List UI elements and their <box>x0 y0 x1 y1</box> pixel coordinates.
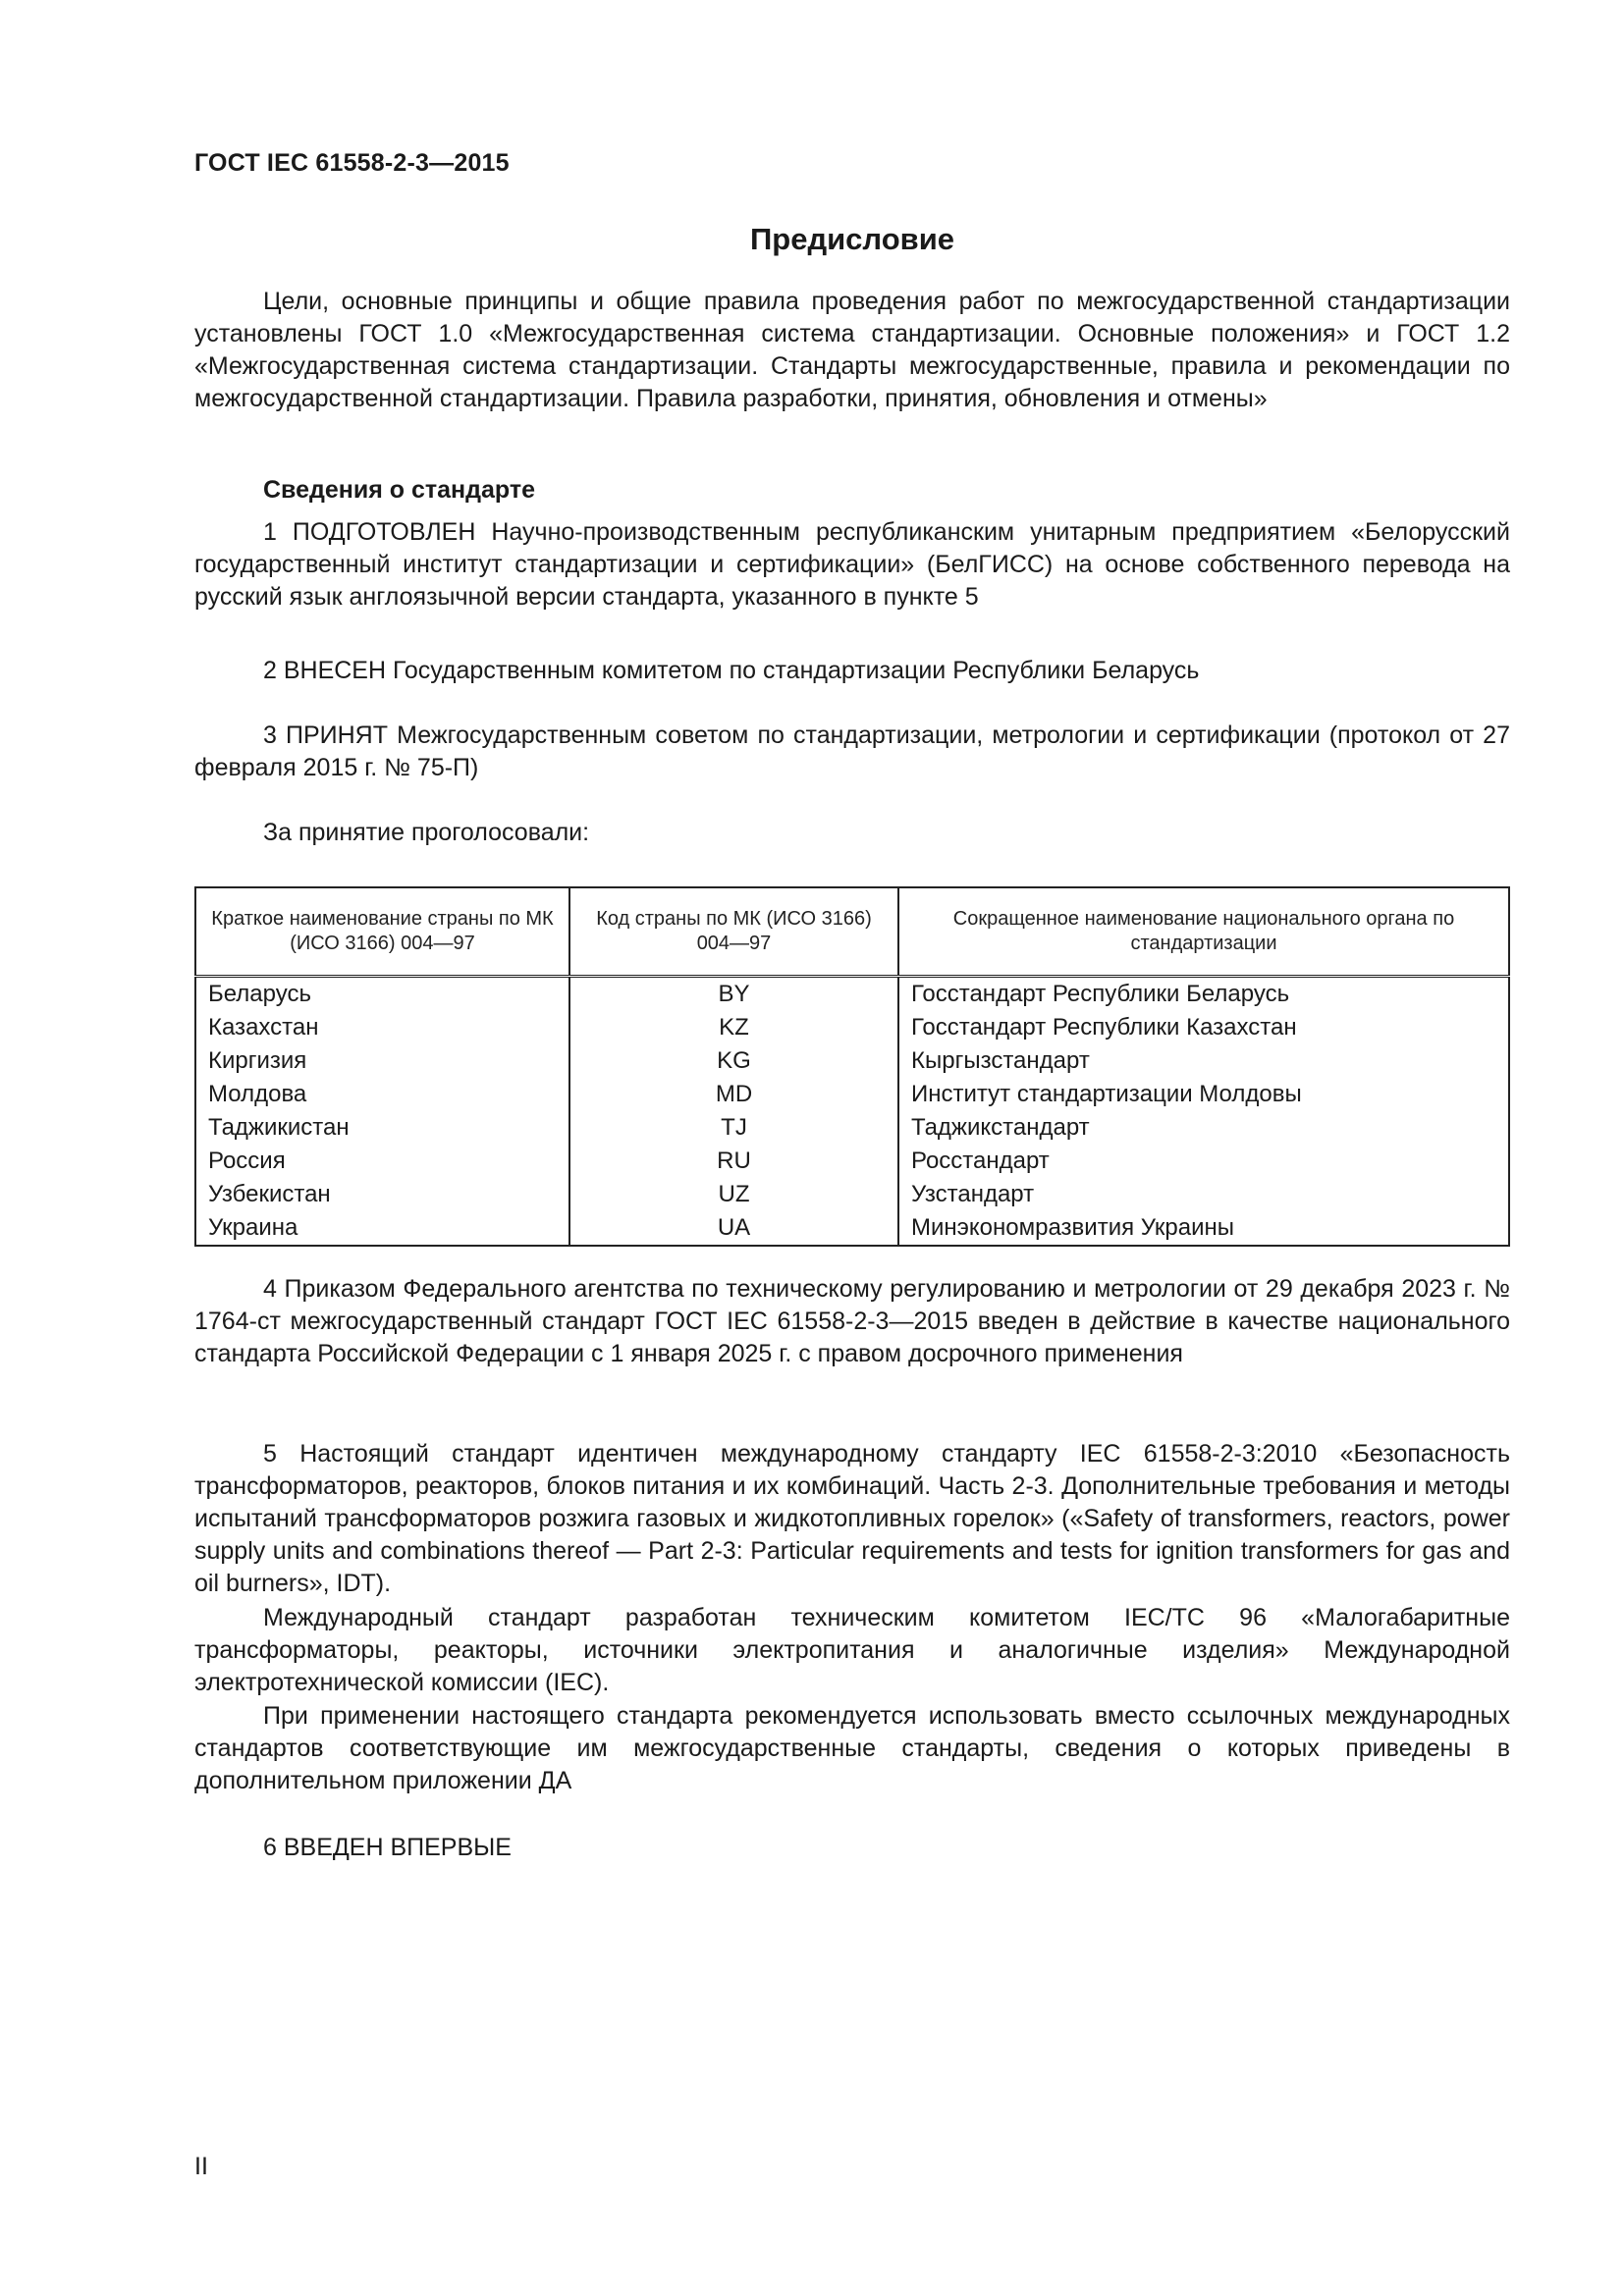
body-cell: Госстандарт Республики Казахстан <box>911 1014 1297 1041</box>
item-6-paragraph: 6 ВВЕДЕН ВПЕРВЫЕ <box>263 1834 512 1861</box>
page-number: II <box>194 2153 208 2180</box>
table-row <box>195 1078 1509 1111</box>
document-id-header: ГОСТ IEC 61558-2-3—2015 <box>194 149 510 177</box>
table-header-body: Сокращенное наименование национального органа по стандартизации <box>898 887 1509 977</box>
item-3-paragraph: 3 ПРИНЯТ Межгосударственным советом по стандартизации, метрологии и сертификации (протокол от 27 февраля 2015 г. № 75-П) <box>194 721 1510 781</box>
country-cell: Молдова <box>195 1078 569 1111</box>
table-header-code: Код страны по МК (ИСО 3166) 004—97 <box>569 887 898 977</box>
body-cell: Кыргызстандарт <box>911 1047 1090 1074</box>
code-cell: MD <box>569 1078 898 1111</box>
country-cell: Беларусь <box>195 977 569 1012</box>
code-cell: RU <box>569 1145 898 1178</box>
section-heading: Сведения о стандарте <box>263 476 536 504</box>
table-row <box>195 977 1509 1012</box>
page-title: Предисловие <box>749 222 954 256</box>
body-cell: Госстандарт Республики Беларусь <box>911 981 1290 1007</box>
table-row <box>195 1044 1509 1078</box>
item-4-paragraph: 4 Приказом Федерального агентства по техническому регулированию и метрологии от 29 декабря 2023 г. № 1764-ст межгосударственный стандарт ГОСТ IEC 61558-2-3—2015 введен в действие в качестве национального стандарта Российской Федерации с 1 января 2025 г. с правом досрочного применения <box>194 1275 1510 1367</box>
code-cell: UA <box>569 1211 898 1246</box>
table-row <box>195 1145 1509 1178</box>
body-cell: Таджикстандарт <box>911 1114 1090 1141</box>
country-cell: Россия <box>195 1145 569 1178</box>
item-1-paragraph: 1 ПОДГОТОВЛЕН Научно-производственным республиканским унитарным предприятием «Белорусский государственный институт стандартизации и сертификации» (БелГИСС) на основе собственного перевода на русский язык англоязычной версии стандарта, указанного в пункте 5 <box>194 518 1510 611</box>
country-cell: Узбекистан <box>195 1178 569 1211</box>
table-row <box>195 1011 1509 1044</box>
code-cell: UZ <box>569 1178 898 1211</box>
intro-paragraph: Цели, основные принципы и общие правила проведения работ по межгосударственной стандартизации установлены ГОСТ 1.0 «Межгосударственная система стандартизации. Основные положения» и ГОСТ 1.2 «Межгосударственная система стандартизации. Стандарты межгосударственные, правила и рекомендации по межгосударственной стандартизации. Правила разработки, принятия, обновления и отмены» <box>194 288 1510 412</box>
body-cell: Минэкономразвития Украины <box>911 1214 1235 1241</box>
country-cell: Киргизия <box>195 1044 569 1078</box>
vote-label: За принятие проголосовали: <box>263 819 590 846</box>
table-header-row <box>195 887 1509 977</box>
item-5-application-paragraph: При применении настоящего стандарта рекомендуется использовать вместо ссылочных международных стандартов соответствующие им межгосударственные стандарты, сведения о которых приведены в дополнительном приложении ДА <box>194 1702 1510 1794</box>
item-5-paragraph: 5 Настоящий стандарт идентичен международному стандарту IEC 61558-2-3:2010 «Безопасность трансформаторов, реакторов, блоков питания и их комбинаций. Часть 2-3. Дополнительные требования и методы испытаний трансформаторов розжига газовых и жидкотопливных горелок» («Safety of transformers, reactors, power supply units and combinations thereof — Part 2-3: Particular requirements and tests for ignition transformers for gas and oil burners», IDT). <box>194 1440 1510 1597</box>
code-cell: TJ <box>569 1111 898 1145</box>
countries-table <box>194 886 1510 1247</box>
body-cell: Узстандарт <box>911 1181 1035 1207</box>
code-cell: KG <box>569 1044 898 1078</box>
item-5-committee-paragraph: Международный стандарт разработан техническим комитетом IEC/TC 96 «Малогабаритные трансформаторы, реакторы, источники электропитания и аналогичные изделия» Международной электротехнической комиссии (IEC). <box>194 1604 1510 1696</box>
item-2-paragraph: 2 ВНЕСЕН Государственным комитетом по стандартизации Республики Беларусь <box>263 657 1200 684</box>
country-cell: Таджикистан <box>195 1111 569 1145</box>
table-row <box>195 1178 1509 1211</box>
code-cell: KZ <box>569 1011 898 1044</box>
table-row <box>195 1211 1509 1246</box>
country-cell: Казахстан <box>195 1011 569 1044</box>
table-header-country: Краткое наименование страны по МК (ИСО 3166) 004—97 <box>195 887 569 977</box>
body-cell: Росстандарт <box>911 1148 1050 1174</box>
code-cell: BY <box>569 977 898 1012</box>
table-row <box>195 1111 1509 1145</box>
body-cell: Институт стандартизации Молдовы <box>911 1081 1302 1107</box>
country-cell: Украина <box>195 1211 569 1246</box>
